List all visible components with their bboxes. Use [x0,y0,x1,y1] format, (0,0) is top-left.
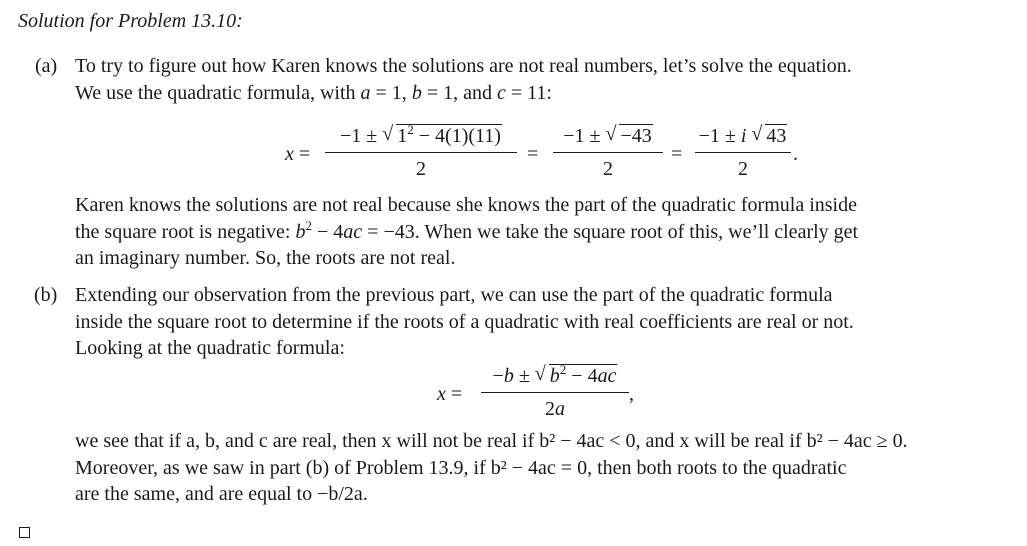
eq1-fraction-3-numerator: −1 ± i √ 43 [698,123,787,147]
solution-heading: Solution for Problem 13.10: [18,10,243,32]
eq1-equals-3: = [671,143,683,165]
part-b-intro [75,282,1010,362]
part-b-conclusion-line3: are the same, and are equal to −b/2a. [75,483,368,505]
eq1-fraction-2 [553,122,663,182]
part-b-conclusion-line2: Moreover, as we saw in part (b) of Problem 13.9, if b² − 4ac = 0, then both roots to the quadratic [75,456,847,479]
eq1-fraction-1-numerator: −1 ± √ $1^2 - 4(1)(11)$ [340,122,501,147]
quadratic-solution-equation [285,122,805,184]
eq1-fraction-2-numerator: −1 ± √ −43 [563,123,652,147]
eq2-numerator: −b ± √ $b^2 - 4ac$ [492,362,617,387]
eq1-lhs: x = [285,143,311,165]
eq1-fraction-2-denominator: 2 [603,158,613,180]
eq1-fraction-3-denominator: 2 [738,158,748,180]
eq2-fraction [481,362,629,422]
part-a-intro-line2: We use the quadratic formula, with a = 1, b = 1, and c = 11: [75,81,552,104]
part-b-conclusion-line1: we see that if a, b, and c are real, then x will not be real if b² − 4ac < 0, and x will be real if b² − 4ac ≥ 0. [75,430,908,452]
quadratic-formula-equation [437,362,647,424]
part-a-label: (a) [35,55,58,77]
eq2-comma: , [629,383,634,405]
eq1-period: . [793,143,798,165]
eq2-denominator: 2a [545,398,565,420]
part-b-conclusion [75,428,1010,508]
eq1-fraction-3 [695,122,791,182]
part-a-intro-line1: To try to figure out how Karen knows the solutions are not real numbers, let’s solve the equation. [75,55,852,77]
part-b-intro-line3: Looking at the quadratic formula: [75,337,345,359]
part-a-explanation-line3: an imaginary number. So, the roots are not real. [75,247,456,269]
part-b-intro-line1: Extending our observation from the previous part, we can use the part of the quadratic formula [75,284,833,306]
eq1-fraction-1-denominator: 2 [416,158,426,180]
part-a-intro [75,53,1010,106]
part-a-explanation-line2: the square root is negative: $b^2 - 4ac = -43$. When we take the square root of this, we’ll clearly get [75,217,859,243]
part-b-label: (b) [34,284,58,306]
qed-square-icon [19,527,30,538]
part-a-explanation [75,192,1010,272]
part-a-explanation-line1: Karen knows the solutions are not real because she knows the part of the quadratic formula inside [75,194,857,216]
part-b-intro-line2: inside the square root to determine if the roots of a quadratic with real coefficients are real or not. [75,310,854,333]
eq1-equals-2: = [527,143,539,165]
eq2-lhs: x = [437,383,463,405]
eq1-fraction-1 [325,122,517,182]
